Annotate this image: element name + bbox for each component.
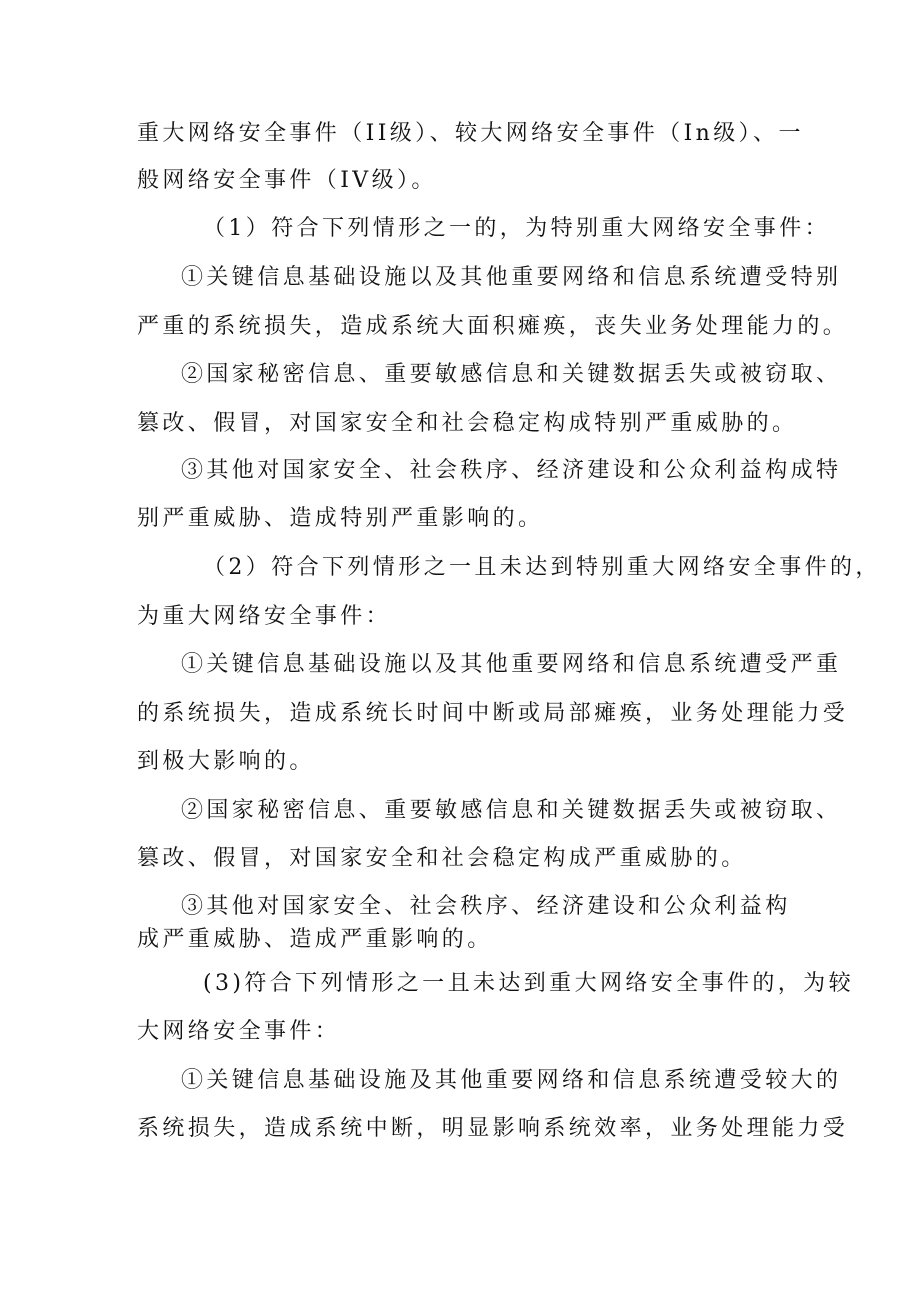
text-line-18: 成严重威胁、造成严重影响的。	[137, 927, 493, 952]
text-line-2: 般网络安全事件（IV级）。	[137, 168, 437, 193]
text-line-12: ①关键信息基础设施以及其他重要网络和信息系统遭受严重	[181, 652, 842, 677]
text-line-19: (3)符合下列情形之一且未达到重大网络安全事件的，为较	[203, 971, 854, 996]
text-line-15: ②国家秘密信息、重要敏感信息和关键数据丢失或被窃取、	[181, 798, 842, 823]
text-line-14: 到极大影响的。	[137, 749, 315, 774]
text-line-10: （2）符合下列情形之一且未达到特别重大网络安全事件的，	[203, 555, 881, 580]
text-line-1: 重大网络安全事件（II级）、较大网络安全事件（In级）、一	[137, 121, 804, 146]
text-line-7: 篡改、假冒，对国家安全和社会稳定构成特别严重威胁的。	[137, 411, 798, 436]
text-line-16: 篡改、假冒，对国家安全和社会稳定构成严重威胁的。	[137, 846, 747, 871]
text-line-17: ③其他对国家安全、社会秩序、经济建设和公众利益构	[181, 894, 791, 919]
text-line-20: 大网络安全事件：	[137, 1019, 341, 1044]
text-line-13: 的系统损失，造成系统长时间中断或局部瘫痪，业务处理能力受	[137, 701, 849, 726]
text-line-11: 为重大网络安全事件：	[137, 604, 392, 629]
text-line-21: ①关键信息基础设施及其他重要网络和信息系统遭受较大的	[181, 1068, 842, 1093]
text-line-6: ②国家秘密信息、重要敏感信息和关键数据丢失或被窃取、	[181, 362, 842, 387]
text-line-9: 别严重威胁、造成特别严重影响的。	[137, 506, 544, 531]
text-line-4: ①关键信息基础设施以及其他重要网络和信息系统遭受特别	[181, 265, 842, 290]
text-line-22: 系统损失，造成系统中断，明显影响系统效率，业务处理能力受	[137, 1116, 849, 1141]
text-line-5: 严重的系统损失，造成系统大面积瘫痪，丧失业务处理能力的。	[137, 314, 849, 339]
text-line-8: ③其他对国家安全、社会秩序、经济建设和公众利益构成特	[181, 458, 842, 483]
text-line-3: （1）符合下列情形之一的，为特别重大网络安全事件：	[203, 216, 830, 241]
